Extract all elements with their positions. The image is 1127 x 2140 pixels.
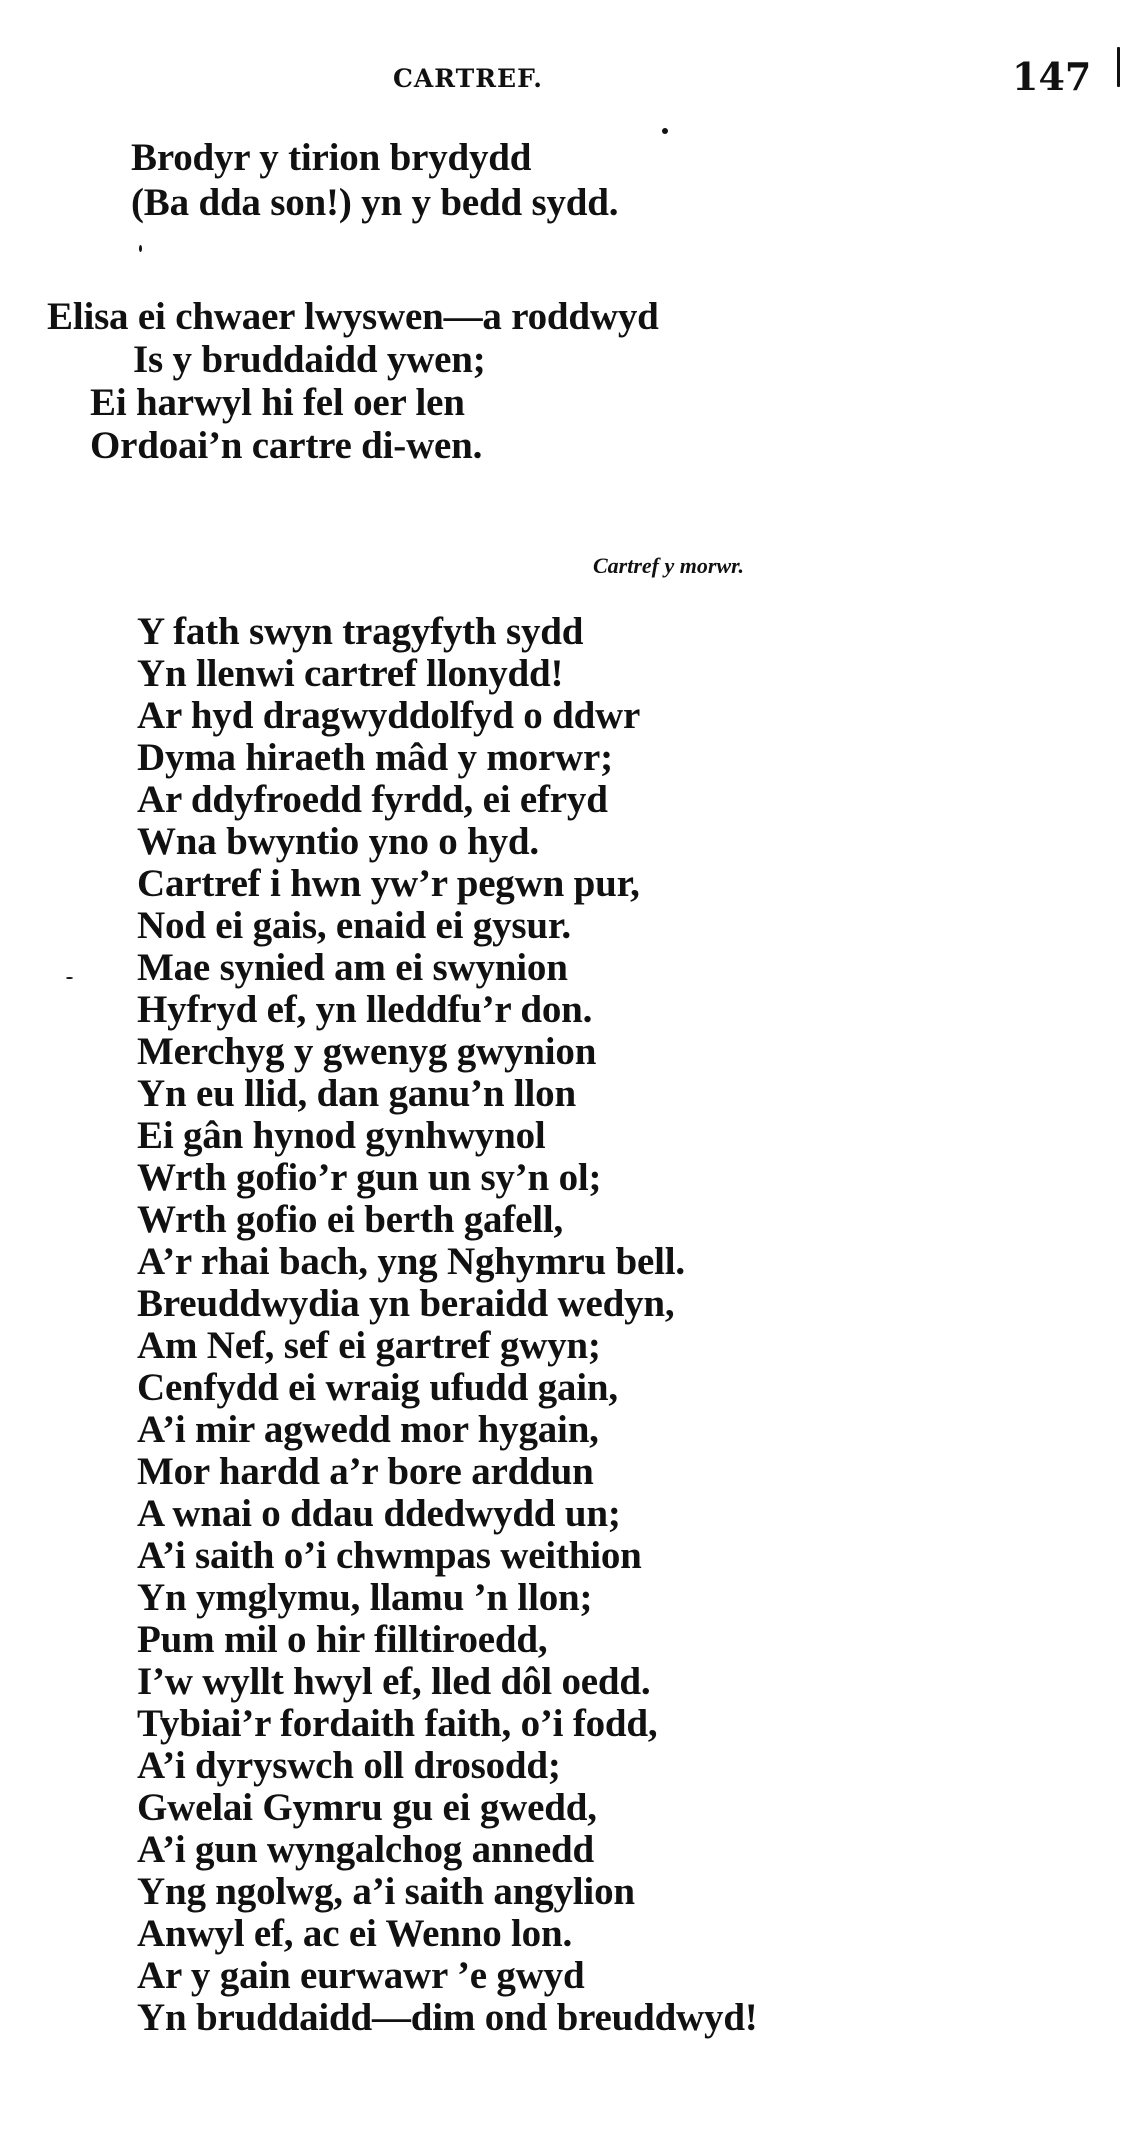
stanza3-line: A’i saith o’i chwmpas weithion [137,1534,642,1577]
stanza3-line: Yng ngolwg, a’i saith angylion [137,1870,635,1913]
stanza3-line: Gwelai Gymru gu ei gwedd, [137,1786,597,1829]
stanza3-line: Hyfryd ef, yn lleddfu’r don. [137,988,593,1031]
stanza3-line: Merchyg y gwenyg gwynion [137,1030,597,1073]
stanza3-line: Nod ei gais, enaid ei gysur. [137,904,571,947]
section-title: Cartref y morwr. [593,553,744,578]
stanza2-line: Elisa ei chwaer lwyswen—a roddwyd [47,295,659,338]
stanza3-line: Yn ymglymu, llamu ’n llon; [137,1576,593,1619]
stanza3-line: Ar ddyfroedd fyrdd, ei efryd [137,778,608,821]
stanza3-line: Tybiai’r fordaith faith, o’i fodd, [137,1702,658,1745]
ink-speck [662,128,668,134]
ink-speck [66,977,73,979]
stanza3-line: Anwyl ef, ac ei Wenno lon. [137,1912,573,1955]
running-title: CARTREF. [393,64,544,93]
stanza3-line: Yn eu llid, dan ganu’n llon [137,1072,576,1115]
stanza3-line: Pum mil o hir filltiroedd, [137,1618,548,1661]
stanza3-line: Wrth gofio’r gun un sy’n ol; [137,1156,602,1199]
stanza2-line: Ei harwyl hi fel oer len [90,381,465,424]
stanza3-line: Ar hyd dragwyddolfyd o ddwr [137,694,641,737]
stanza3-line: Cartref i hwn yw’r pegwn pur, [137,862,640,905]
stanza3-line: A’i dyryswch oll drosodd; [137,1744,561,1787]
stanza3-line: Dyma hiraeth mâd y morwr; [137,736,613,779]
stanza3-line: Mae synied am ei swynion [137,946,568,989]
stanza2-line: Is y bruddaidd ywen; [133,338,486,381]
stanza3-line: Ei gân hynod gynhwynol [137,1114,546,1157]
stanza3-line: Y fath swyn tragyfyth sydd [137,610,584,653]
stanza2-line: Ordoai’n cartre di-wen. [90,424,483,467]
stanza3-line: Wna bwyntio yno o hyd. [137,820,539,863]
stanza3-line: Yn bruddaidd—dim ond breuddwyd! [137,1996,758,2039]
stanza3-line: Yn llenwi cartref llonydd! [137,652,564,695]
stanza3-line: Am Nef, sef ei gartref gwyn; [137,1324,601,1367]
stanza3-line: Wrth gofio ei berth gafell, [137,1198,564,1241]
stanza3-line: A’i gun wyngalchog annedd [137,1828,594,1871]
stanza1-line: Brodyr y tirion brydydd [131,136,532,179]
stanza3-line: Mor hardd a’r bore arddun [137,1450,594,1493]
stanza3-line: Cenfydd ei wraig ufudd gain, [137,1366,618,1409]
stanza3-line: A wnai o ddau ddedwydd un; [137,1492,621,1535]
stanza1-line: (Ba dda son!) yn y bedd sydd. [131,181,619,224]
stanza3-line: I’w wyllt hwyl ef, lled dôl oedd. [137,1660,651,1703]
stanza3-line: Ar y gain eurwawr ’e gwyd [137,1954,585,1997]
stanza3-line: A’r rhai bach, yng Nghymru bell. [137,1240,685,1283]
ink-speck [139,245,142,252]
stanza3-line: A’i mir agwedd mor hygain, [137,1408,599,1451]
edge-mark [1117,47,1120,87]
page-number: 147 [1012,54,1092,99]
stanza3-line: Breuddwydia yn beraidd wedyn, [137,1282,675,1325]
